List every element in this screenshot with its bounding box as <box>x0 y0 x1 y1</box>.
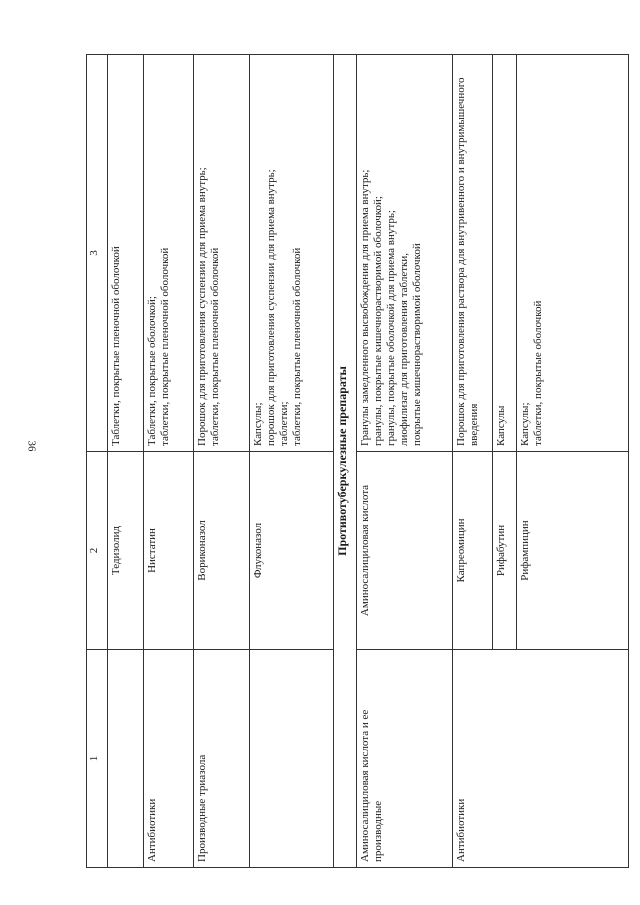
table-row <box>144 55 194 868</box>
drug-cell: Флуконазол <box>250 452 334 650</box>
form-line: таблетки, покрытые оболочкой <box>532 300 544 446</box>
group-cell <box>250 650 334 868</box>
form-line: Порошок для приготовления суспензии для приема внутрь; <box>196 167 208 446</box>
table-row <box>357 55 453 868</box>
form-line: таблетки, покрытые пленочной оболочкой <box>209 247 221 446</box>
form-line: таблетки, покрытые пленочной оболочкой <box>159 247 171 446</box>
form-line: гранулы, покрытые оболочкой для приема внутрь; <box>385 210 397 446</box>
header-col-1: 1 <box>87 650 108 868</box>
form-line: Гранулы замедленного высвобождения для приема внутрь; <box>359 169 371 446</box>
table-header-row <box>87 55 108 868</box>
section-row <box>334 55 357 868</box>
form-line: гранулы, покрытые кишечнорастворимой оболочкой; <box>372 196 384 446</box>
table-row <box>108 55 144 868</box>
forms-cell <box>144 55 194 452</box>
forms-cell <box>194 55 250 452</box>
form-line: покрытые кишечнорастворимой оболочкой <box>411 243 423 446</box>
header-col-3: 3 <box>87 55 108 452</box>
group-cell: Аминосалициловая кислота и ее производные <box>357 650 453 868</box>
drug-cell: Тедизолид <box>108 452 144 650</box>
form-line: таблетки, покрытые пленочной оболочкой <box>291 247 303 446</box>
drug-table <box>86 54 629 868</box>
table-row <box>453 55 493 868</box>
section-title: Противотуберкулезные препараты <box>334 55 357 868</box>
drug-cell: Капреомицин <box>453 452 493 650</box>
drug-cell: Нистатин <box>144 452 194 650</box>
table-row <box>250 55 334 868</box>
form-line: Капсулы <box>495 405 507 446</box>
forms-cell <box>108 55 144 452</box>
form-line: Таблетки, покрытые пленочной оболочкой <box>110 246 122 446</box>
form-line: таблетки; <box>278 401 290 446</box>
rotated-table-container <box>86 64 629 868</box>
drug-cell: Рифампицин <box>517 452 629 650</box>
form-line: Таблетки, покрытые оболочкой; <box>146 296 158 446</box>
group-cell: Антибиотики <box>453 650 629 868</box>
form-line: Капсулы; <box>519 402 531 446</box>
group-cell: Антибиотики <box>144 650 194 868</box>
form-line: Капсулы; <box>252 402 264 446</box>
forms-cell <box>453 55 493 452</box>
drug-cell: Вориконазол <box>194 452 250 650</box>
drug-cell: Аминосалициловая кислота <box>357 452 453 650</box>
form-line: лиофилизат для приготовления таблетки, <box>398 253 410 446</box>
drug-cell: Рифабутин <box>493 452 517 650</box>
form-line: порошок для приготовления суспензии для приема внутрь; <box>265 169 277 446</box>
form-line: Порошок для приготовления раствора для внутривенного и внутримышечного введения <box>455 77 480 446</box>
forms-cell <box>357 55 453 452</box>
table-row <box>194 55 250 868</box>
group-cell <box>108 650 144 868</box>
page-number: 36 <box>25 440 38 452</box>
forms-cell <box>493 55 517 452</box>
forms-cell <box>250 55 334 452</box>
group-cell: Производные триазола <box>194 650 250 868</box>
header-col-2: 2 <box>87 452 108 650</box>
forms-cell <box>517 55 629 452</box>
